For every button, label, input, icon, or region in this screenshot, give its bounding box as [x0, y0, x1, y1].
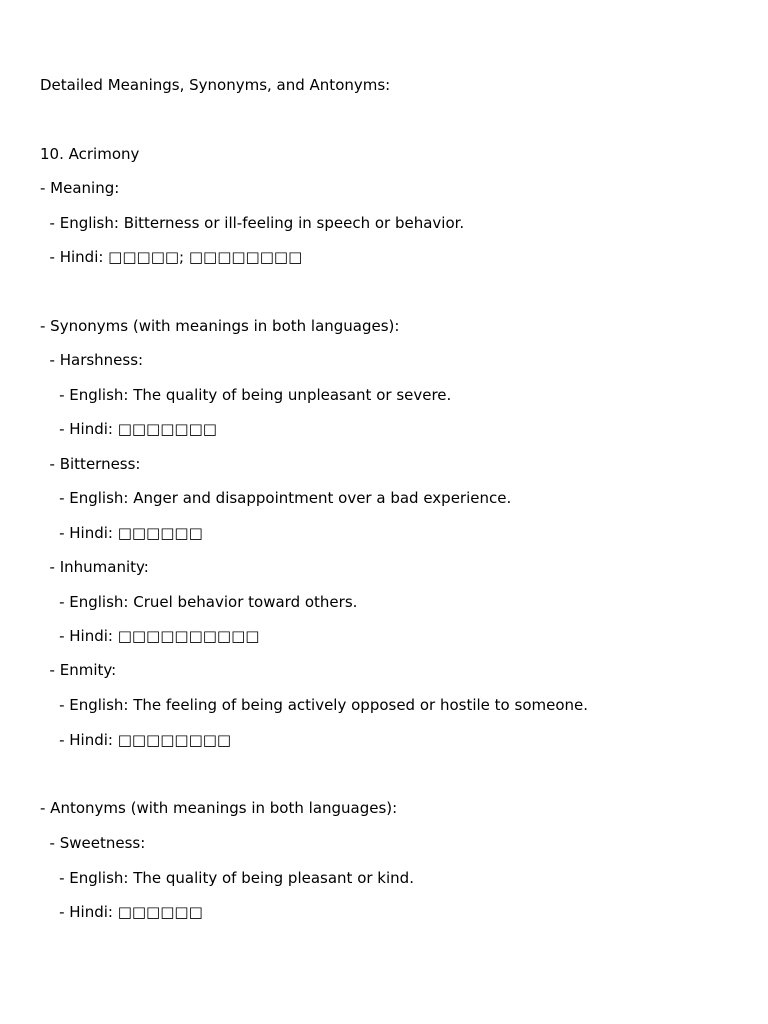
synonym-term: - Enmity:: [40, 661, 117, 679]
meaning-english: - English: Bitterness or ill-feeling in speech or behavior.: [40, 214, 465, 232]
meaning-hindi: - Hindi: □□□□□; □□□□□□□□: [40, 248, 303, 266]
synonym-hindi: - Hindi: □□□□□□□□: [40, 731, 232, 749]
synonym-english: - English: The feeling of being actively opposed or hostile to someone.: [40, 696, 589, 714]
entry-title: 10. Acrimony: [40, 145, 140, 163]
synonym-term: - Bitterness:: [40, 455, 141, 473]
synonyms-label: - Synonyms (with meanings in both languages):: [40, 317, 400, 335]
synonym-term: - Inhumanity:: [40, 558, 149, 576]
antonyms-label: - Antonyms (with meanings in both languages):: [40, 799, 398, 817]
antonym-english: - English: The quality of being pleasant or kind.: [40, 869, 414, 887]
antonym-hindi: - Hindi: □□□□□□: [40, 903, 203, 921]
synonym-hindi: - Hindi: □□□□□□□: [40, 420, 217, 438]
meaning-label: - Meaning:: [40, 179, 120, 197]
synonym-hindi: - Hindi: □□□□□□: [40, 524, 203, 542]
synonym-term: - Harshness:: [40, 351, 144, 369]
synonym-english: - English: Anger and disappointment over a bad experience.: [40, 489, 512, 507]
antonym-term: - Sweetness:: [40, 834, 146, 852]
synonym-hindi: - Hindi: □□□□□□□□□□: [40, 627, 260, 645]
synonym-english: - English: The quality of being unpleasant or severe.: [40, 386, 452, 404]
document-heading: Detailed Meanings, Synonyms, and Antonyms:: [40, 76, 391, 94]
synonym-english: - English: Cruel behavior toward others.: [40, 593, 358, 611]
